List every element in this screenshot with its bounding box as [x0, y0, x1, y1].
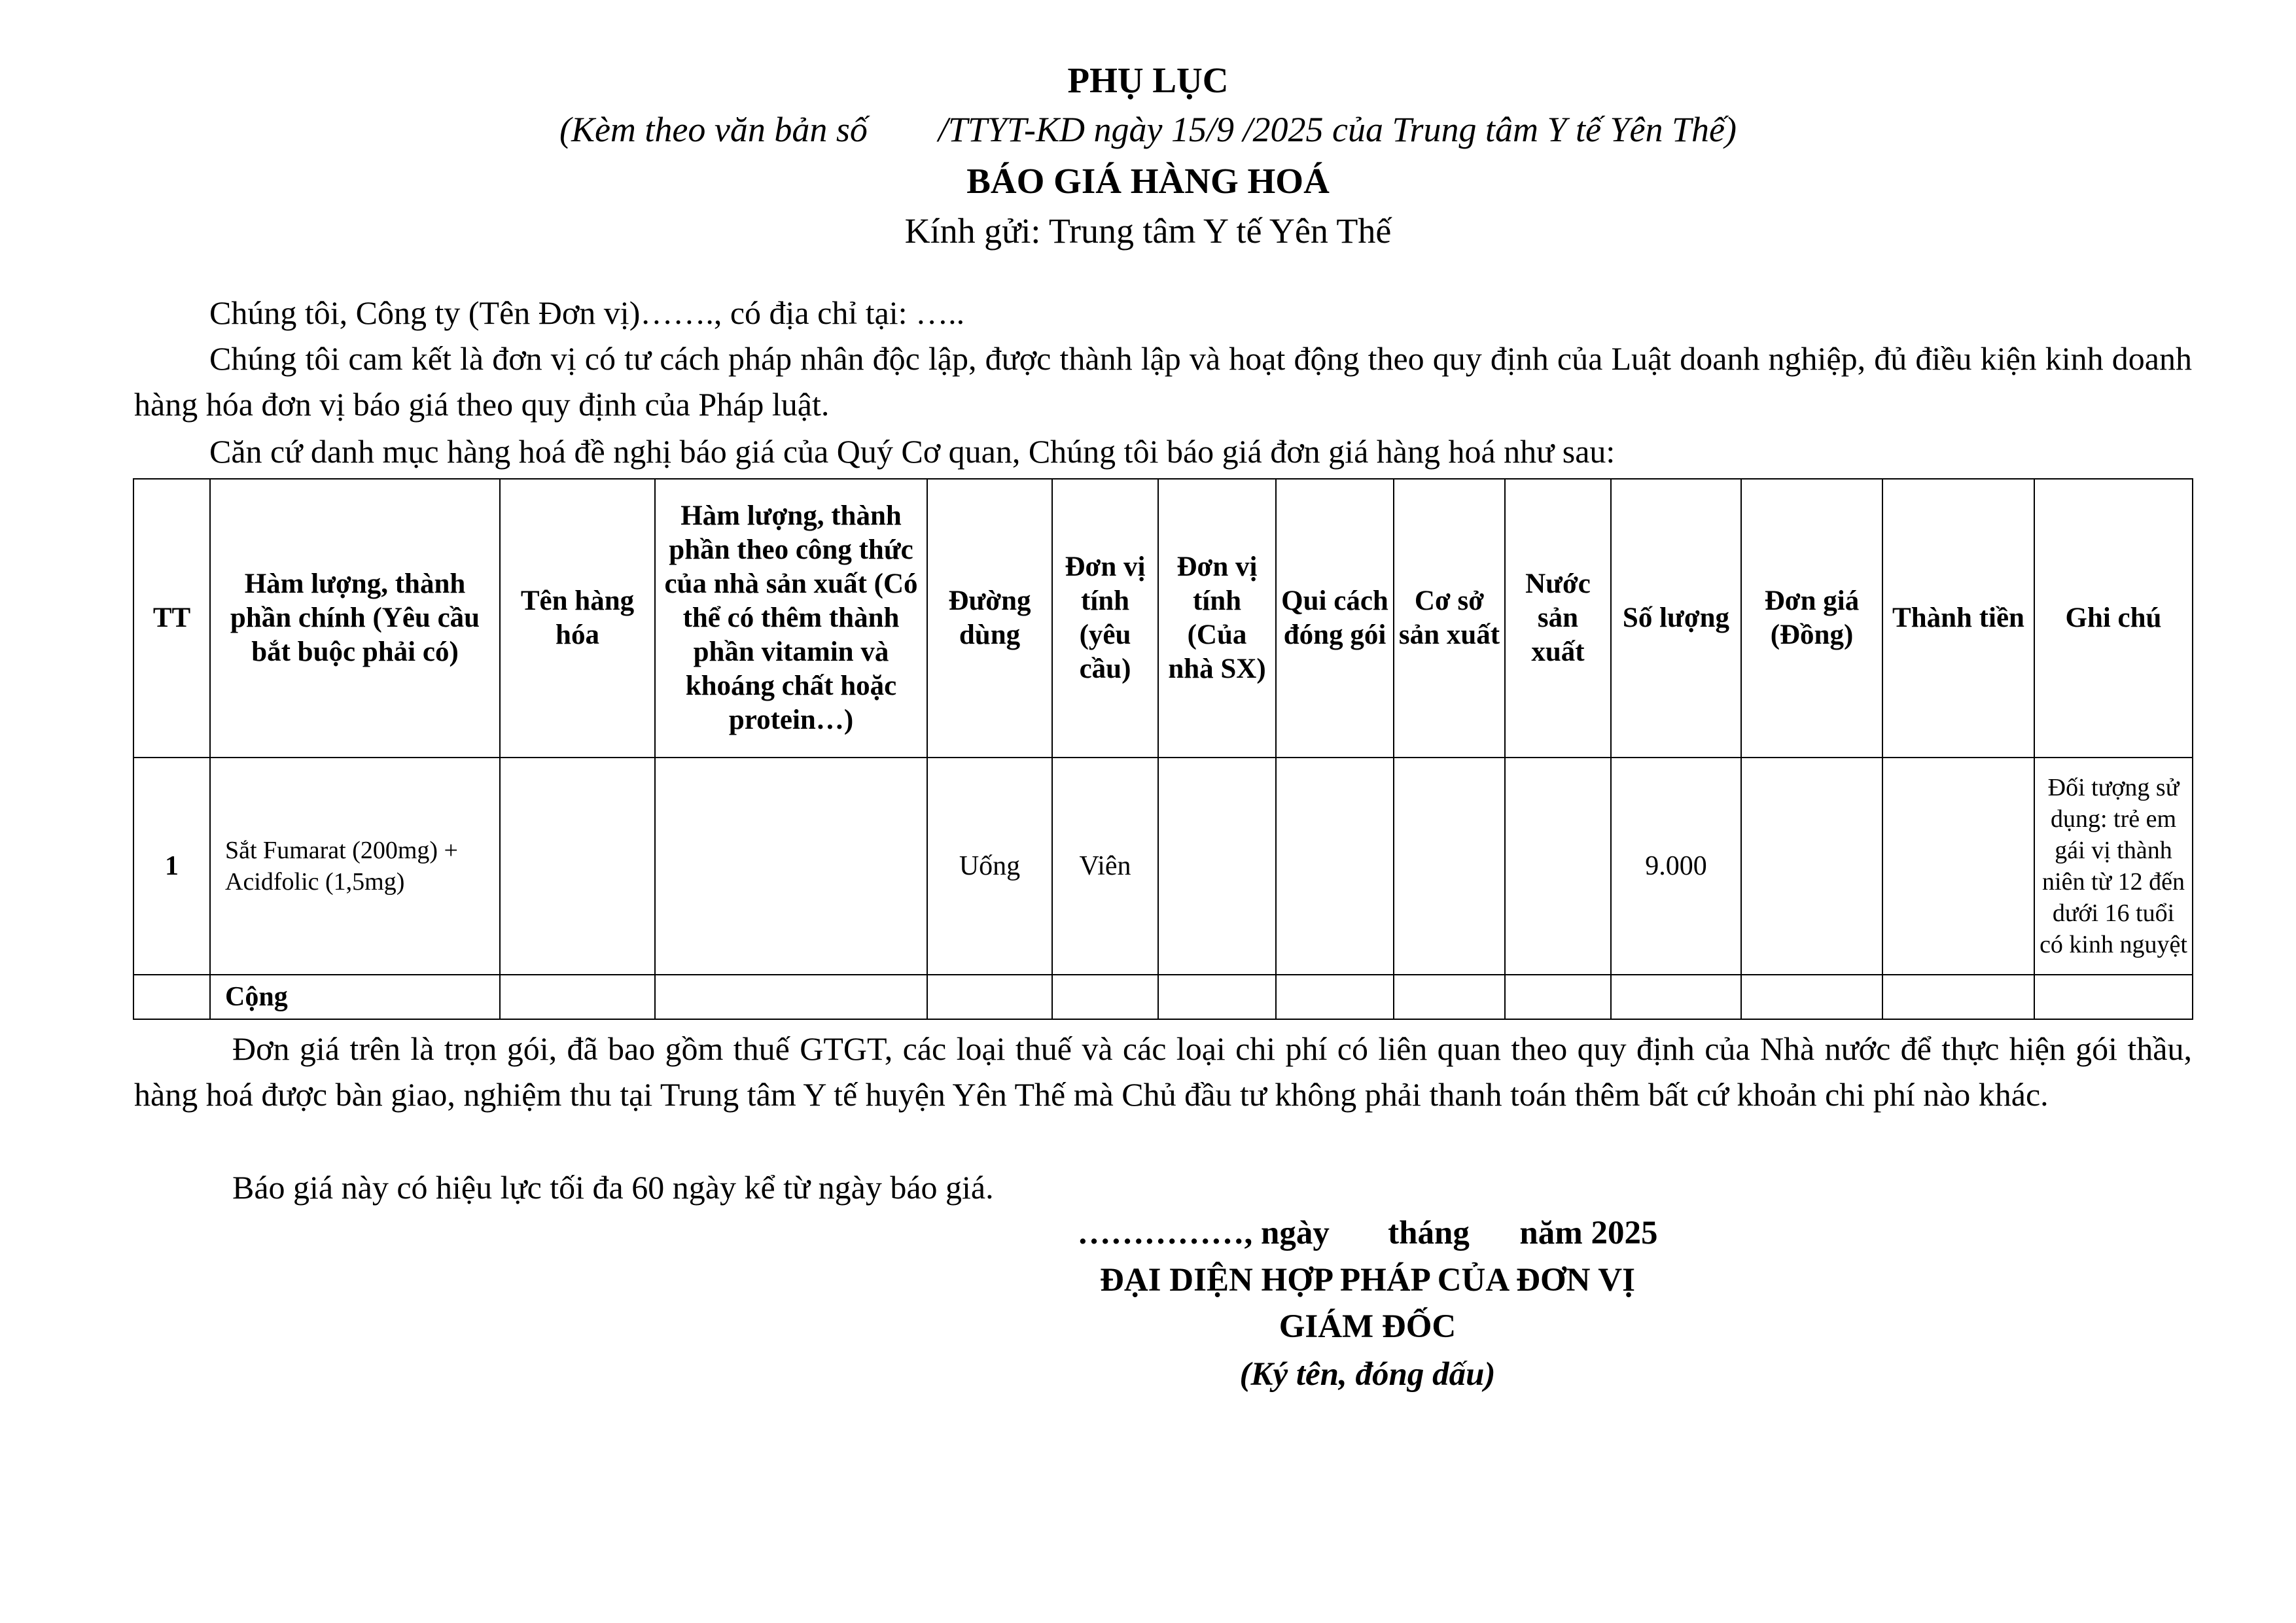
header-quantity: Số lượng: [1611, 479, 1741, 758]
total-cell: [927, 975, 1052, 1019]
cell-main-ingredient: Sắt Fumarat (200mg) + Acidfolic (1,5mg): [210, 758, 500, 975]
header-product-name: Tên hàng hóa: [500, 479, 655, 758]
quotation-table: [133, 478, 2193, 1020]
header-amount: Thành tiền: [1882, 479, 2034, 758]
cell-route: Uống: [927, 758, 1052, 975]
table-total-row: [133, 975, 2193, 1019]
cell-facility: [1394, 758, 1505, 975]
header-formula: Hàm lượng, thành phần theo công thức của nhà sản xuất (Có thể có thêm thành phần vitamin và khoáng chất hoặc protein…): [655, 479, 927, 758]
total-cell: [1741, 975, 1882, 1019]
header-packaging: Qui cách đóng gói: [1276, 479, 1394, 758]
header-facility: Cơ sở sản xuất: [1394, 479, 1505, 758]
company-paragraph: [134, 290, 2192, 336]
signature-representative: ĐẠI DIỆN HỢP PHÁP CỦA ĐƠN VỊ: [1100, 1262, 1635, 1299]
total-cell: [1611, 975, 1741, 1019]
price-terms-text: Đơn giá trên là trọn gói, đã bao gồm thuế GTGT, các loại thuế và các loại chi phí có liên quan theo quy định của Nhà nước để thực hiện gói thầu, hàng hoá được bàn giao, nghiệm thu tại Trung tâm Y tế huyện Yên Thế mà Chủ đầu tư không phải thanh toán thêm bất cứ khoản chi phí nào khác.: [134, 1030, 2192, 1113]
cell-formula: [655, 758, 927, 975]
header-unit-maker: Đơn vị tính (Của nhà SX): [1158, 479, 1276, 758]
cell-note: Đối tượng sử dụng: trẻ em gái vị thành niên từ 12 đến dưới 16 tuổi có kinh nguyệt: [2034, 758, 2193, 975]
total-cell: [1276, 975, 1394, 1019]
total-cell: [1394, 975, 1505, 1019]
signature-date-line: ……………, ngày tháng năm 2025: [1077, 1215, 1658, 1251]
company-text: Chúng tôi, Công ty (Tên Đơn vị)……., có địa chỉ tại: …..: [209, 294, 965, 331]
basis-text: Căn cứ danh mục hàng hoá đề nghị báo giá của Quý Cơ quan, Chúng tôi báo giá đơn giá hàng hoá như sau:: [209, 433, 1616, 470]
basis-paragraph: [134, 428, 2192, 474]
price-terms-paragraph: [134, 1026, 2192, 1117]
total-cell: [1505, 975, 1611, 1019]
document-subtitle: (Kèm theo văn bản số /TTYT-KD ngày 15/9 /2025 của Trung tâm Y tế Yên Thế): [559, 110, 1737, 149]
signature-position: GIÁM ĐỐC: [1279, 1308, 1457, 1345]
cell-product-name: [500, 758, 655, 975]
total-label: Cộng: [210, 975, 500, 1019]
cell-amount: [1882, 758, 2034, 975]
recipient-line: Kính gửi: Trung tâm Y tế Yên Thế: [904, 211, 1392, 251]
cell-tt: 1: [133, 758, 210, 975]
header-country: Nước sản xuất: [1505, 479, 1611, 758]
cell-packaging: [1276, 758, 1394, 975]
table-header-row: [133, 479, 2193, 758]
total-cell-tt: [133, 975, 210, 1019]
table-row: [133, 758, 2193, 975]
commitment-text: Chúng tôi cam kết là đơn vị có tư cách pháp nhân độc lập, được thành lập và hoạt động theo quy định của Luật doanh nghiệp, đủ điều kiện kinh doanh hàng hóa đơn vị báo giá theo quy định của Pháp luật.: [134, 340, 2192, 423]
total-cell: [2034, 975, 2193, 1019]
header-note: Ghi chú: [2034, 479, 2193, 758]
cell-unit-required: Viên: [1052, 758, 1158, 975]
total-cell: [1882, 975, 2034, 1019]
document-heading: BÁO GIÁ HÀNG HOÁ: [966, 161, 1330, 201]
cell-unit-price: [1741, 758, 1882, 975]
cell-country: [1505, 758, 1611, 975]
header-unit-required: Đơn vị tính (yêu cầu): [1052, 479, 1158, 758]
commitment-paragraph: [134, 336, 2192, 427]
validity-paragraph: [134, 1164, 2192, 1210]
total-cell: [1052, 975, 1158, 1019]
header-route: Đường dùng: [927, 479, 1052, 758]
cell-unit-maker: [1158, 758, 1276, 975]
total-cell: [500, 975, 655, 1019]
total-cell: [655, 975, 927, 1019]
cell-quantity: 9.000: [1611, 758, 1741, 975]
signature-instruction: (Ký tên, đóng dấu): [1239, 1356, 1496, 1393]
header-main-ingredient: Hàm lượng, thành phần chính (Yêu cầu bắt buộc phải có): [210, 479, 500, 758]
validity-text: Báo giá này có hiệu lực tối đa 60 ngày kể từ ngày báo giá.: [232, 1169, 994, 1206]
header-unit-price: Đơn giá (Đồng): [1741, 479, 1882, 758]
document-title: PHỤ LỤC: [1067, 60, 1229, 100]
header-tt: TT: [133, 479, 210, 758]
total-cell: [1158, 975, 1276, 1019]
